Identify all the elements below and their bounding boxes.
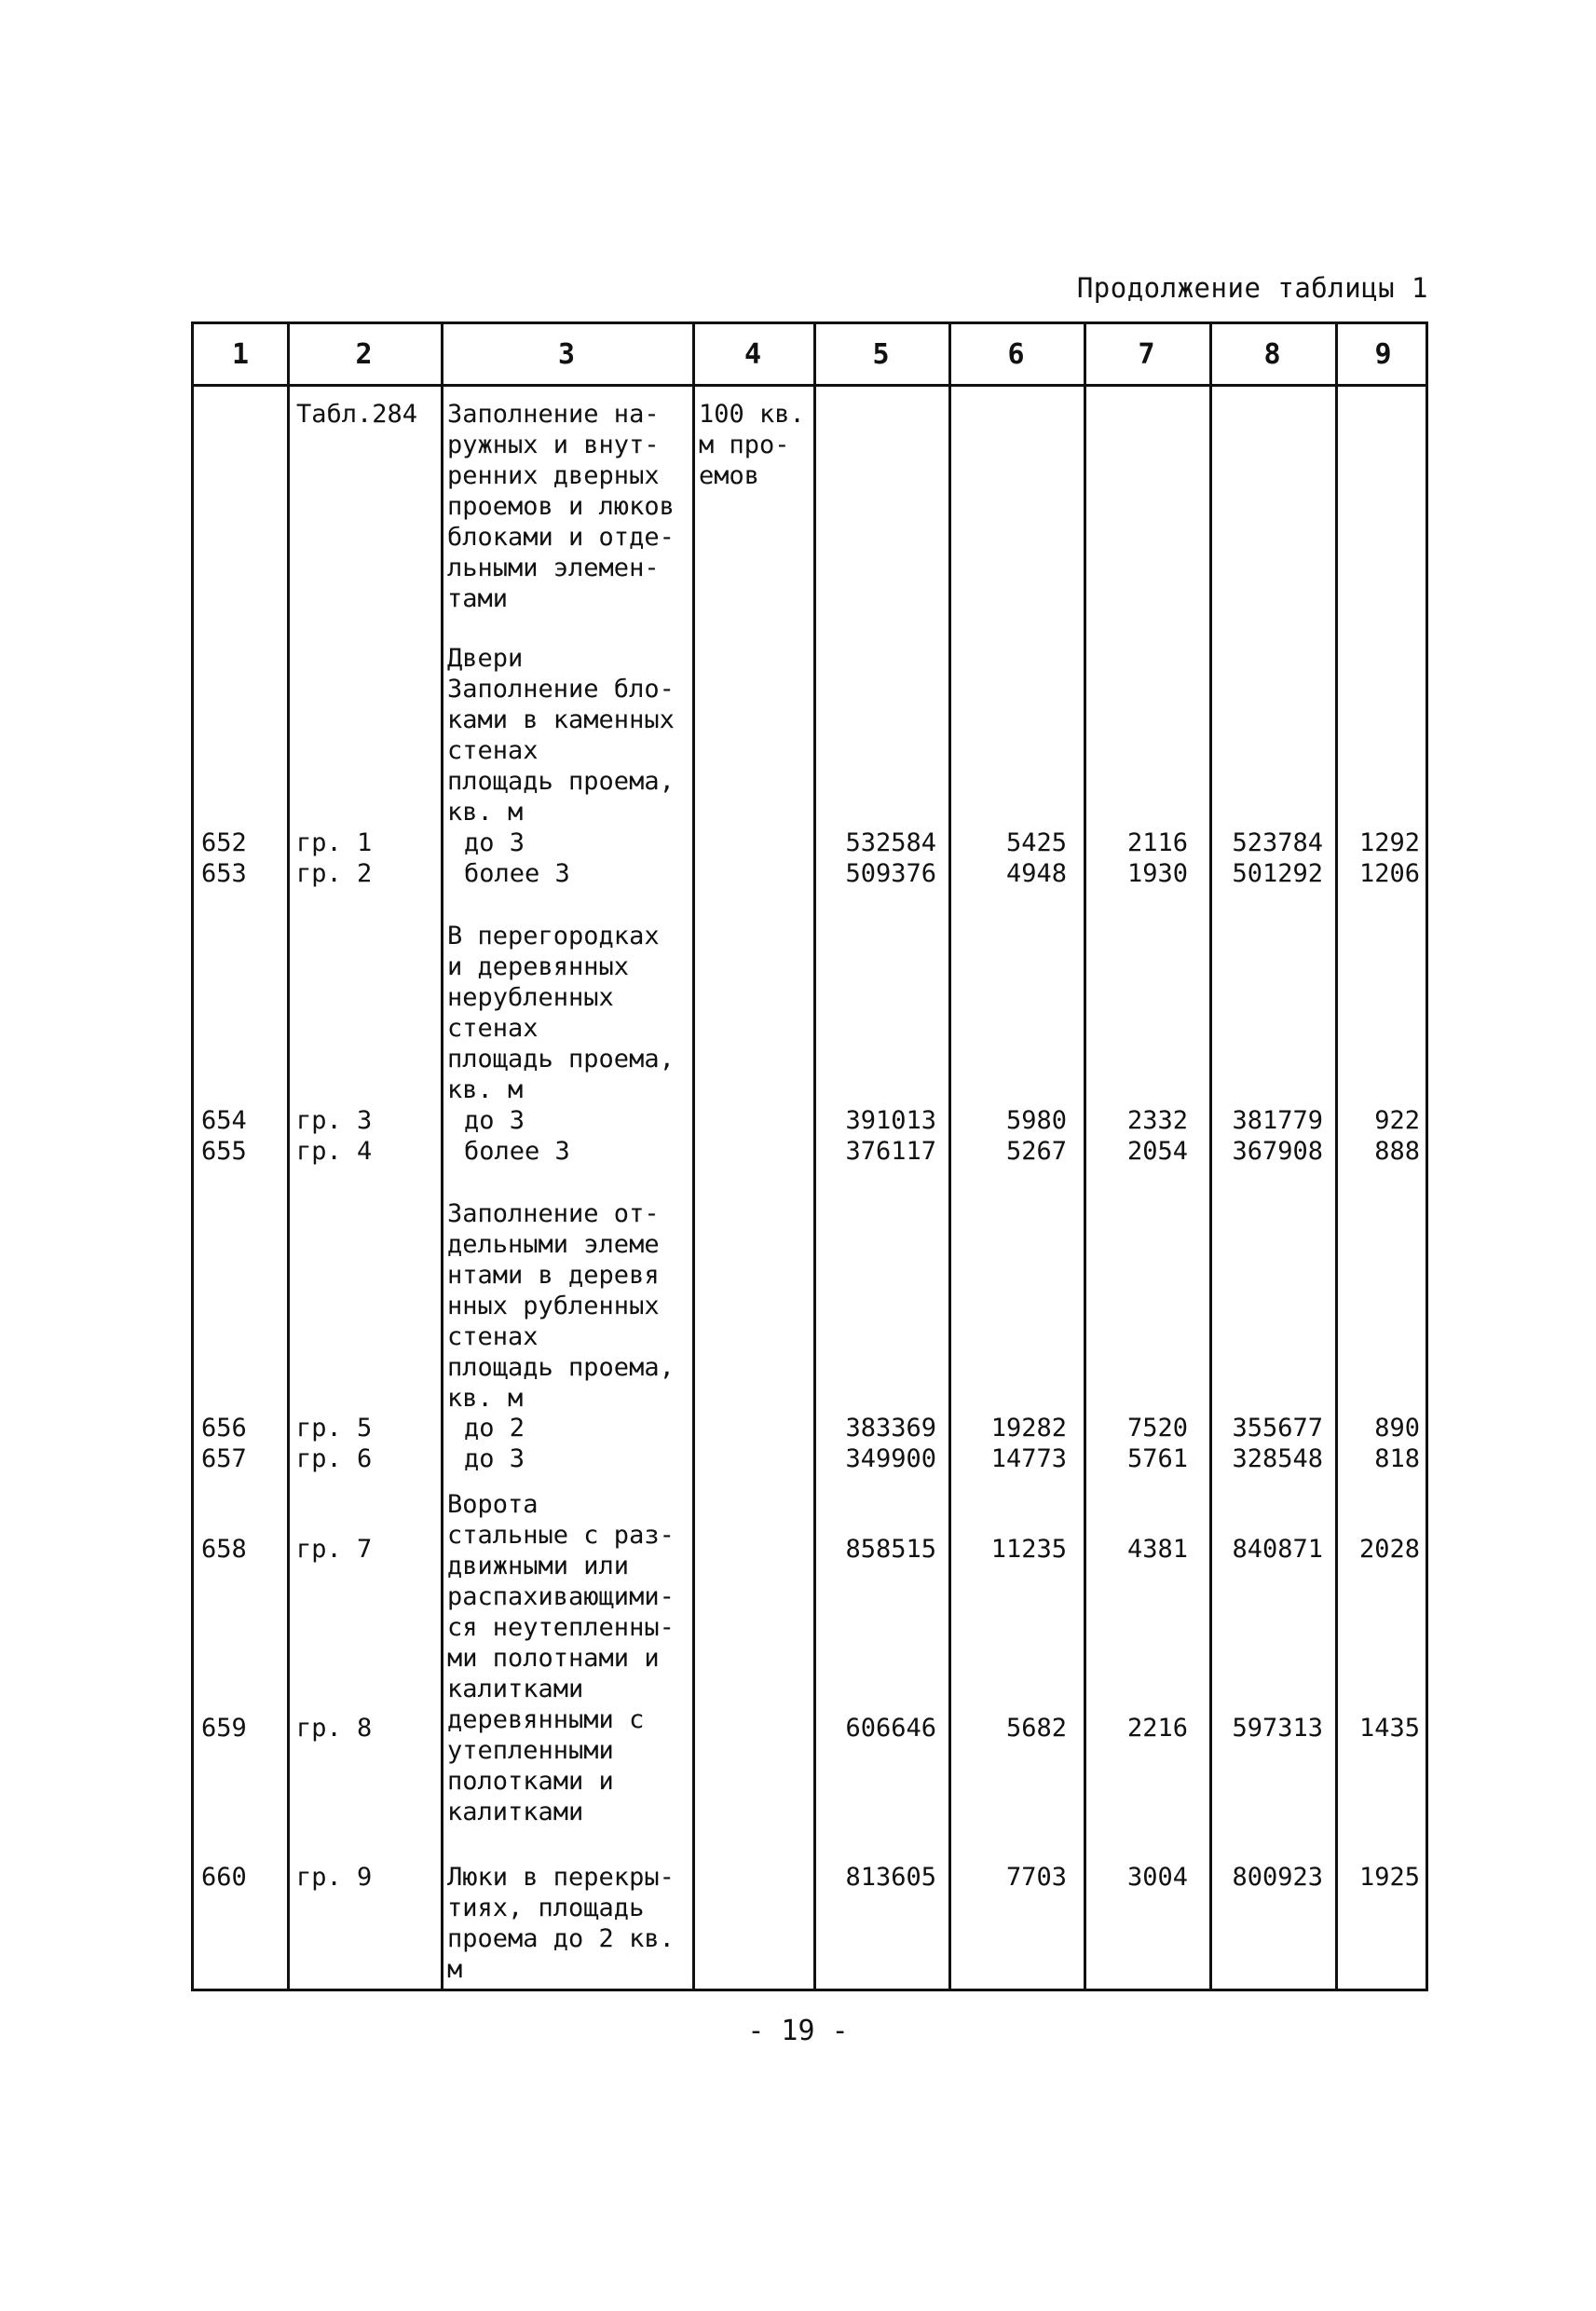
unit-of-measure — [699, 399, 811, 491]
header-col-6: 6 — [1007, 337, 1025, 371]
column-divider — [948, 324, 951, 1989]
cell-col-8: 328548 — [1232, 1444, 1323, 1473]
cell-col-6: 5267 — [1005, 1137, 1067, 1166]
intro-description — [447, 399, 689, 614]
desc-line: Люки в перекры- — [447, 1863, 675, 1892]
desc-line: проема до 2 кв. — [447, 1924, 675, 1953]
cell-col-8: 840871 — [1232, 1535, 1323, 1564]
header-col-2: 2 — [355, 337, 373, 371]
row-number: 660 — [201, 1863, 247, 1892]
row-group: гр. 5 — [296, 1414, 373, 1443]
desc-line: кв. м — [447, 1075, 524, 1104]
row-label: до 3 — [464, 1106, 525, 1135]
cell-col-9: 1292 — [1358, 828, 1420, 857]
cell-col-5: 376117 — [845, 1137, 936, 1166]
desc-line: ся неутепленны- — [447, 1613, 675, 1642]
cell-col-7: 5761 — [1126, 1444, 1188, 1473]
cell-col-7: 3004 — [1126, 1863, 1188, 1892]
cell-col-6: 4948 — [1005, 859, 1067, 888]
desc-line: Двери — [447, 644, 524, 673]
row-number: 653 — [201, 859, 247, 888]
header-col-5: 5 — [872, 337, 890, 371]
desc-line: стенах — [447, 1322, 539, 1351]
cell-col-9: 2028 — [1358, 1535, 1420, 1564]
cell-col-8: 597313 — [1232, 1714, 1323, 1743]
cell-col-5: 858515 — [845, 1535, 936, 1564]
hatches-description — [447, 1862, 689, 1985]
desc-line: тами — [447, 584, 509, 613]
desc-line: и деревянных — [447, 952, 630, 981]
desc-line: площадь проема, — [447, 1045, 675, 1073]
row-group: гр. 1 — [296, 828, 373, 857]
row-label: более 3 — [464, 859, 570, 888]
cell-col-5: 532584 — [845, 828, 936, 857]
desc-line: В перегородках — [447, 922, 660, 950]
cell-col-8: 381779 — [1232, 1106, 1323, 1135]
cell-col-9: 1206 — [1358, 859, 1420, 888]
row-group: гр. 3 — [296, 1106, 373, 1135]
desc-line: тиях, площадь — [447, 1894, 645, 1922]
desc-line: площадь проема, — [447, 1353, 675, 1382]
cell-col-9: 888 — [1374, 1137, 1420, 1166]
desc-line: нерубленных — [447, 983, 614, 1012]
desc-line: деревянными с — [447, 1705, 645, 1734]
desc-line: ренних дверных — [447, 461, 660, 490]
unit-line: м про- — [699, 431, 790, 459]
desc-line: стальные с раз- — [447, 1521, 675, 1550]
cell-col-6: 14773 — [990, 1444, 1067, 1473]
row-label: до 2 — [464, 1414, 525, 1443]
row-label: до 3 — [464, 828, 525, 857]
cell-col-7: 2054 — [1126, 1137, 1188, 1166]
desc-line: ружных и внут- — [447, 431, 660, 459]
desc-line: ми полотнами и — [447, 1644, 660, 1673]
cell-col-8: 501292 — [1232, 859, 1323, 888]
desc-line: Заполнение бло- — [447, 675, 675, 704]
header-col-4: 4 — [743, 337, 762, 371]
row-number: 659 — [201, 1714, 247, 1743]
header-col-7: 7 — [1138, 337, 1155, 371]
row-number: 656 — [201, 1414, 247, 1443]
cell-col-5: 606646 — [845, 1714, 936, 1743]
elements-description — [447, 1198, 689, 1414]
desc-line: проемов и люков — [447, 492, 675, 521]
column-divider — [441, 324, 443, 1989]
row-group: гр. 4 — [296, 1137, 373, 1166]
column-divider — [692, 324, 695, 1989]
header-divider — [194, 384, 1425, 387]
header-col-3: 3 — [557, 337, 576, 371]
desc-line: м — [447, 1955, 463, 1984]
cell-col-7: 2116 — [1126, 828, 1188, 857]
cell-col-5: 349900 — [845, 1444, 936, 1473]
row-number: 657 — [201, 1444, 247, 1473]
row-group: гр. 2 — [296, 859, 373, 888]
partitions-description — [447, 921, 689, 1105]
desc-line: кв. м — [447, 798, 524, 827]
cell-col-6: 5682 — [1005, 1714, 1067, 1743]
header-col-1: 1 — [231, 337, 250, 371]
header-col-9: 9 — [1374, 337, 1392, 371]
desc-line: нтами в деревя — [447, 1261, 660, 1290]
column-divider — [813, 324, 816, 1989]
row-label: до 3 — [464, 1444, 525, 1473]
desc-line: кв. м — [447, 1384, 524, 1413]
desc-line: нных рубленных — [447, 1292, 660, 1320]
cell-col-7: 4381 — [1126, 1535, 1188, 1564]
cell-col-8: 800923 — [1232, 1863, 1323, 1892]
desc-line: полотками и — [447, 1767, 614, 1796]
cell-col-7: 2332 — [1126, 1106, 1188, 1135]
row-label: более 3 — [464, 1137, 570, 1166]
desc-line: стенах — [447, 736, 539, 765]
cell-col-7: 2216 — [1126, 1714, 1188, 1743]
row-number: 652 — [201, 828, 247, 857]
cell-col-9: 1925 — [1358, 1863, 1420, 1892]
cell-col-6: 7703 — [1005, 1863, 1067, 1892]
cell-col-9: 818 — [1374, 1444, 1420, 1473]
header-col-8: 8 — [1263, 337, 1281, 371]
page-number: - 19 - — [747, 2015, 849, 2047]
column-divider — [1209, 324, 1212, 1989]
cell-col-7: 1930 — [1126, 859, 1188, 888]
desc-line: стенах — [447, 1014, 539, 1043]
cell-col-6: 5425 — [1005, 828, 1067, 857]
table-reference: Табл.284 — [296, 400, 418, 429]
cell-col-6: 11235 — [990, 1535, 1067, 1564]
unit-line: емов — [699, 461, 760, 490]
desc-line: льными элемен- — [447, 554, 660, 582]
desc-line: дельными элеме — [447, 1230, 660, 1259]
table-caption: Продолжение таблицы 1 — [1076, 272, 1428, 304]
cell-col-7: 7520 — [1126, 1414, 1188, 1443]
desc-line: Заполнение на- — [447, 400, 660, 429]
cell-col-9: 922 — [1374, 1106, 1420, 1135]
cell-col-5: 509376 — [845, 859, 936, 888]
row-number: 658 — [201, 1535, 247, 1564]
cell-col-6: 5980 — [1005, 1106, 1067, 1135]
row-group: гр. 6 — [296, 1444, 373, 1473]
desc-line: ками в каменных — [447, 705, 675, 734]
desc-line: блоками и отде- — [447, 523, 675, 552]
row-number: 655 — [201, 1137, 247, 1166]
desc-line: Заполнение от- — [447, 1199, 660, 1228]
row-number: 654 — [201, 1106, 247, 1135]
cell-col-8: 355677 — [1232, 1414, 1323, 1443]
row-group: гр. 7 — [296, 1535, 373, 1564]
desc-line: распахивающими- — [447, 1582, 675, 1611]
cell-col-8: 367908 — [1232, 1137, 1323, 1166]
gates-description — [447, 1489, 689, 1827]
desc-line: утепленными — [447, 1736, 614, 1765]
desc-line: движными или — [447, 1552, 630, 1580]
desc-line: площадь проема, — [447, 767, 675, 796]
desc-line: калитками — [447, 1675, 584, 1703]
unit-line: 100 кв. — [699, 400, 805, 429]
column-divider — [1335, 324, 1338, 1989]
cell-col-9: 1435 — [1358, 1714, 1420, 1743]
row-group: гр. 8 — [296, 1714, 373, 1743]
cell-col-5: 391013 — [845, 1106, 936, 1135]
desc-line: калитками — [447, 1798, 584, 1826]
cell-col-9: 890 — [1374, 1414, 1420, 1443]
cell-col-6: 19282 — [990, 1414, 1067, 1443]
column-divider — [1084, 324, 1086, 1989]
desc-line: Ворота — [447, 1490, 539, 1519]
row-group: гр. 9 — [296, 1863, 373, 1892]
cell-col-5: 383369 — [845, 1414, 936, 1443]
doors-description — [447, 643, 689, 827]
column-divider — [287, 324, 290, 1989]
data-table — [191, 321, 1428, 1991]
cell-col-5: 813605 — [845, 1863, 936, 1892]
cell-col-8: 523784 — [1232, 828, 1323, 857]
